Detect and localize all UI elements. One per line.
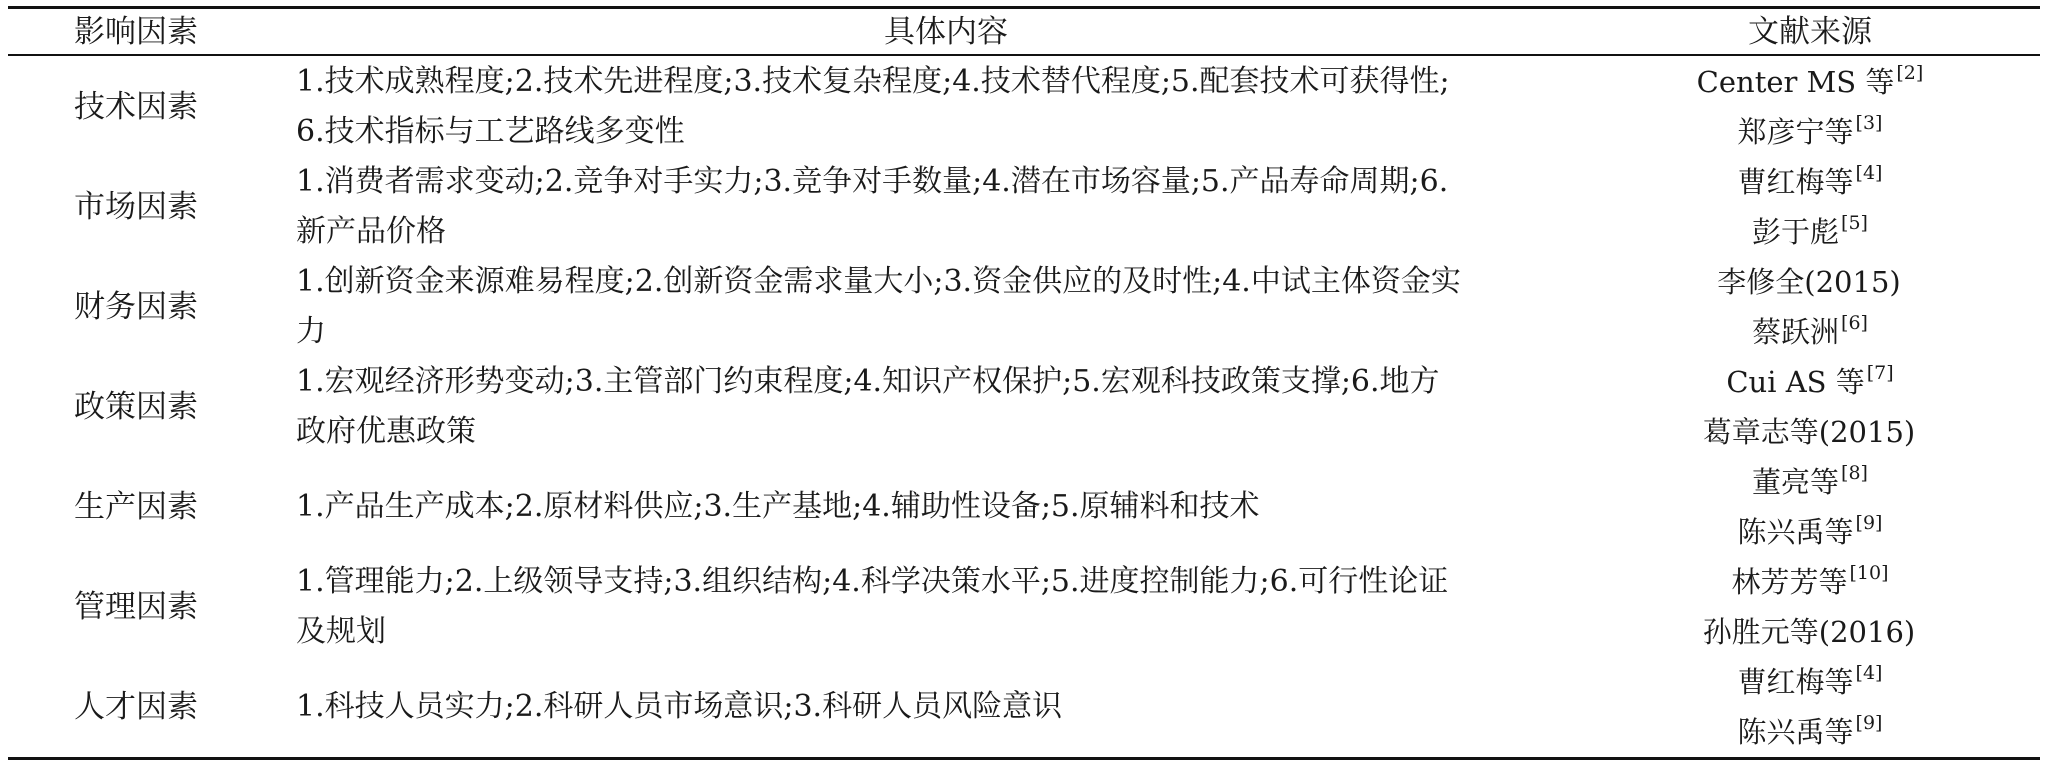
- reference-mark: [7]: [1866, 362, 1894, 384]
- source-text: 董亮等: [1752, 465, 1840, 499]
- source-cell: [1640, 307, 1980, 357]
- content-line: 1.管理能力;2.上级领导支持;3.组织结构;4.科学决策水平;5.进度控制能力;6.可行性论证: [296, 564, 1449, 599]
- reference-mark: [2]: [1896, 62, 1924, 84]
- reference-mark: [4]: [1855, 662, 1883, 684]
- content-line: 1.消费者需求变动;2.竞争对手实力;3.竞争对手数量;4.潜在市场容量;5.产品寿命周期;6.: [296, 164, 1449, 199]
- source-cell: [1640, 207, 1980, 257]
- source-cell: [1640, 257, 1980, 307]
- reference-mark: [9]: [1855, 512, 1883, 534]
- source-text: Center MS 等: [1696, 65, 1895, 99]
- content-line: 及规划: [296, 614, 386, 649]
- source-cell: [1640, 357, 1980, 407]
- source-cell: [1640, 107, 1980, 157]
- content-cell: [296, 257, 1596, 357]
- content-line: 新产品价格: [296, 214, 446, 249]
- factor-cell: 生产因素: [74, 489, 198, 525]
- content-line: 1.技术成熟程度;2.技术先进程度;3.技术复杂程度;4.技术替代程度;5.配套技术可获得性;: [296, 64, 1450, 99]
- source-text: 孙胜元等(2016): [1702, 615, 1916, 649]
- content-cell: [296, 57, 1596, 157]
- header-content: 具体内容: [884, 14, 1008, 50]
- table-bottom-rule: [8, 757, 2040, 760]
- factor-cell: 技术因素: [74, 89, 198, 125]
- source-text: 林芳芳等: [1731, 565, 1848, 599]
- content-cell: [296, 482, 1596, 532]
- source-cell: [1640, 707, 1980, 757]
- reference-mark: [10]: [1849, 562, 1889, 584]
- source-cell: [1640, 607, 1980, 657]
- header-source: 文献来源: [1748, 14, 1872, 50]
- content-cell: [296, 357, 1596, 457]
- source-cell: [1640, 557, 1980, 607]
- source-cell: [1640, 157, 1980, 207]
- source-cell: [1640, 657, 1980, 707]
- factor-cell: 政策因素: [74, 389, 198, 425]
- header-factor: 影响因素: [74, 14, 198, 50]
- table-row: [0, 557, 2048, 657]
- source-text: 葛章志等(2015): [1702, 415, 1916, 449]
- content-line: 1.科技人员实力;2.科研人员市场意识;3.科研人员风险意识: [296, 689, 1063, 724]
- source-text: 陈兴禹等: [1737, 515, 1854, 549]
- table-row: [0, 257, 2048, 357]
- content-cell: [296, 557, 1596, 657]
- reference-mark: [6]: [1841, 312, 1868, 334]
- factor-cell: 人才因素: [74, 689, 198, 725]
- content-cell: [296, 157, 1596, 257]
- source-cell: [1640, 407, 1980, 457]
- source-text: Cui AS 等: [1726, 365, 1865, 399]
- factor-cell: 市场因素: [74, 189, 198, 225]
- table-row: [0, 357, 2048, 457]
- content-line: 政府优惠政策: [296, 414, 476, 449]
- reference-mark: [4]: [1855, 162, 1883, 184]
- source-text: 曹红梅等: [1737, 665, 1854, 699]
- table-row: [0, 657, 2048, 757]
- source-text: 彭于彪: [1752, 215, 1840, 249]
- source-text: 李修全(2015): [1717, 265, 1901, 299]
- content-line: 1.产品生产成本;2.原材料供应;3.生产基地;4.辅助性设备;5.原辅料和技术: [296, 489, 1260, 524]
- content-line: 力: [296, 314, 326, 349]
- source-text: 陈兴禹等: [1737, 715, 1854, 749]
- content-line: 1.创新资金来源难易程度;2.创新资金需求量大小;3.资金供应的及时性;4.中试主体资金实: [296, 264, 1461, 299]
- reference-mark: [3]: [1855, 112, 1883, 134]
- content-line: 1.宏观经济形势变动;3.主管部门约束程度;4.知识产权保护;5.宏观科技政策支撑;6.地方: [296, 364, 1440, 399]
- source-text: 郑彦宁等: [1737, 115, 1854, 149]
- table-row: [0, 457, 2048, 557]
- reference-mark: [8]: [1841, 462, 1868, 484]
- table-row: [0, 157, 2048, 257]
- reference-mark: [5]: [1841, 212, 1868, 234]
- source-cell: [1640, 57, 1980, 107]
- content-cell: [296, 682, 1596, 732]
- source-text: 蔡跃洲: [1752, 315, 1840, 349]
- source-cell: [1640, 507, 1980, 557]
- factor-cell: 管理因素: [74, 589, 198, 625]
- source-text: 曹红梅等: [1737, 165, 1854, 199]
- factor-cell: 财务因素: [74, 289, 198, 325]
- content-line: 6.技术指标与工艺路线多变性: [296, 114, 685, 149]
- table-row: [0, 57, 2048, 157]
- reference-mark: [9]: [1855, 712, 1883, 734]
- source-cell: [1640, 457, 1980, 507]
